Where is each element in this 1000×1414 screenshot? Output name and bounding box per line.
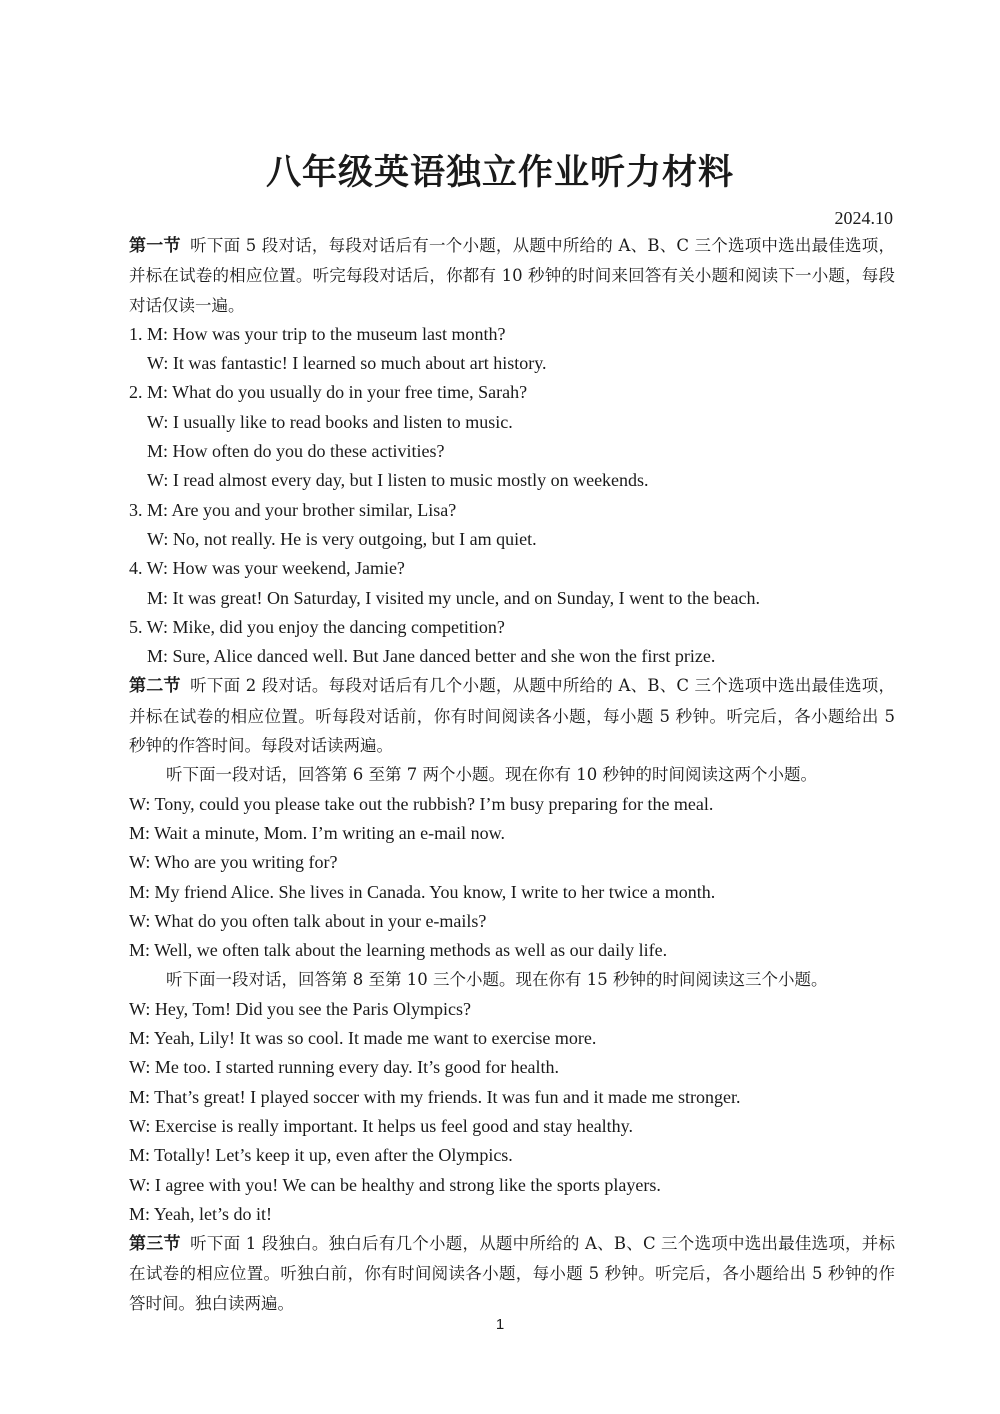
dialogue-line: W: I usually like to read books and listen to music. [147,411,513,432]
section-2-label: 第二节 [129,676,181,697]
section-2-instructions [129,671,895,760]
section-3-label: 第三节 [129,1234,181,1255]
page-title: 八年级英语独立作业听力材料 [265,152,734,193]
dialogue-line: W: What do you often talk about in your e-mails? [129,910,487,931]
dialogue-line: M: My friend Alice. She lives in Canada. You know, I write to her twice a month. [129,881,716,902]
dialogue-line: 5. W: Mike, did you enjoy the dancing competition? [129,616,505,637]
dialogue-2-instruction: 听下面一段对话，回答第 8 至第 10 三个小题。现在你有 15 秒钟的时间阅读这三个小题。 [166,970,828,990]
dialogue-line: M: Totally! Let’s keep it up, even after the Olympics. [129,1145,513,1166]
dialogue-line: 1. M: How was your trip to the museum last month? [129,323,506,344]
dialogue-line: 3. M: Are you and your brother similar, Lisa? [129,499,457,520]
page-number: 1 [495,1316,505,1333]
dialogue-line: W: It was fantastic! I learned so much about art history. [147,353,547,374]
dialogue-line: M: That’s great! I played soccer with my friends. It was fun and it made me stronger. [129,1086,741,1107]
document-date: 2024.10 [834,208,893,228]
dialogue-line: W: Tony, could you please take out the rubbish? I’m busy preparing for the meal. [129,793,714,814]
section-3-text: 听下面 1 段独白。独白后有几个小题，从题中所给的 A、B、C 三个选项中选出最佳选项，并标在试卷的相应位置。听独白前，你有时间阅读各小题，每小题 5 秒钟。听完后，各小题给出 5 秒钟的作答时间。独白读两遍。 [129,1234,895,1313]
dialogue-line: W: Me too. I started running every day. It’s good for health. [129,1057,560,1078]
dialogue-line: M: How often do you do these activities? [147,441,445,462]
dialogue-line: M: Sure, Alice danced well. But Jane danced better and she won the first prize. [147,646,716,667]
section-2-text: 听下面 2 段对话。每段对话后有几个小题，从题中所给的 A、B、C 三个选项中选出最佳选项，并标在试卷的相应位置。听每段对话前，你有时间阅读各小题，每小题 5 秒钟。听完后，各小题给出 5 秒钟的作答时间。每段对话读两遍。 [129,676,895,756]
dialogue-line: 2. M: What do you usually do in your free time, Sarah? [129,382,528,403]
dialogue-line: W: No, not really. He is very outgoing, but I am quiet. [147,528,537,549]
section-1-instructions [129,231,895,320]
dialogue-line: W: I agree with you! We can be healthy and strong like the sports players. [129,1174,661,1195]
dialogue-line: W: Who are you writing for? [129,852,338,873]
dialogue-line: W: I read almost every day, but I listen to music mostly on weekends. [147,470,649,491]
dialogue-line: M: It was great! On Saturday, I visited my uncle, and on Sunday, I went to the beach. [147,587,761,608]
section-3-instructions [129,1229,895,1318]
document-body [129,231,895,1318]
dialogue-line: 4. W: How was your weekend, Jamie? [129,558,405,579]
dialogue-line: M: Yeah, let’s do it! [129,1203,273,1224]
dialogue-line: W: Exercise is really important. It helps us feel good and stay healthy. [129,1115,634,1136]
dialogue-line: M: Well, we often talk about the learning methods as well as our daily life. [129,940,668,961]
dialogue-line: M: Wait a minute, Mom. I’m writing an e-mail now. [129,822,505,843]
dialogue-1-instruction: 听下面一段对话，回答第 6 至第 7 两个小题。现在你有 10 秒钟的时间阅读这两个小题。 [166,765,817,785]
dialogue-line: W: Hey, Tom! Did you see the Paris Olympics? [129,998,472,1019]
section-1-label: 第一节 [129,236,181,256]
section-1-text: 听下面 5 段对话，每段对话后有一个小题，从题中所给的 A、B、C 三个选项中选出最佳选项，并标在试卷的相应位置。听完每段对话后，你都有 10 秒钟的时间来回答有关小题和阅读下一小题，每段对话仅读一遍。 [129,236,895,315]
dialogue-line: M: Yeah, Lily! It was so cool. It made me want to exercise more. [129,1028,597,1049]
